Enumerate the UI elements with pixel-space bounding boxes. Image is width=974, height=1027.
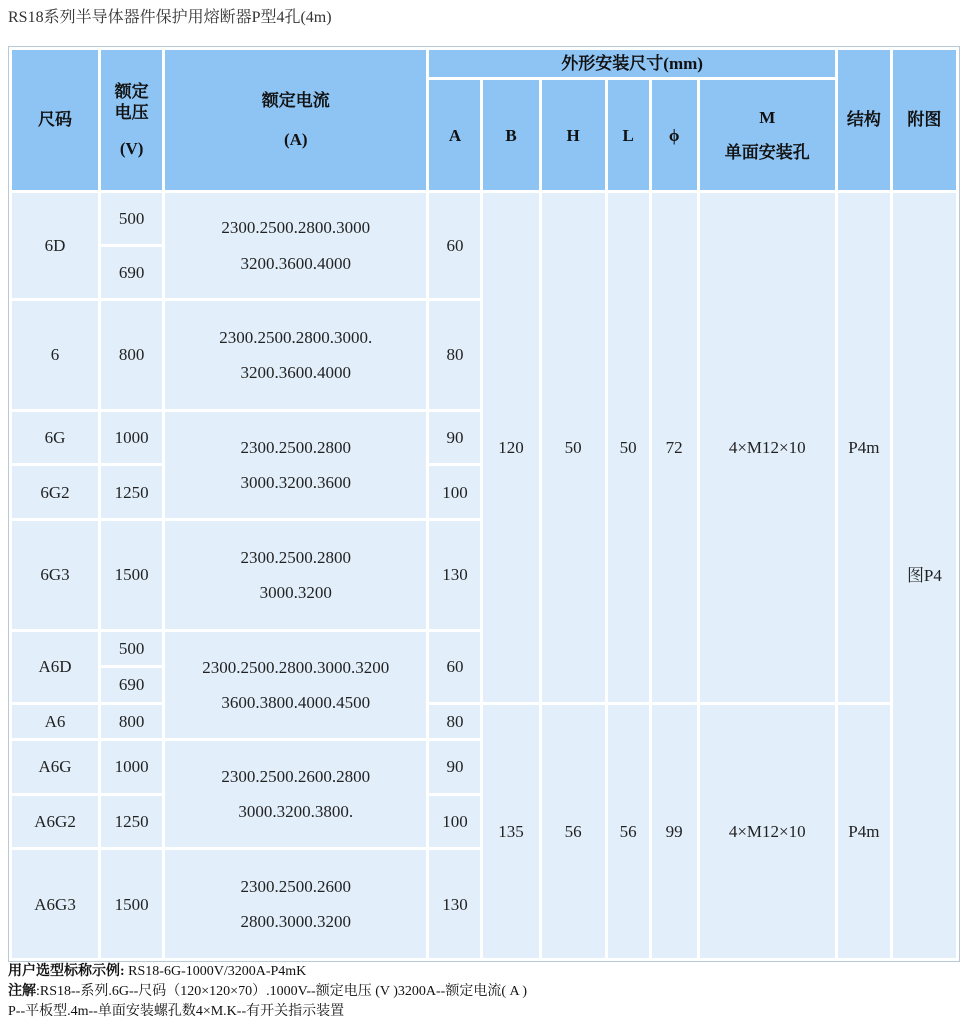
dim-a-a6g: 90 (429, 741, 480, 793)
voltage-6d-500: 500 (101, 193, 162, 244)
voltage-a6g: 1000 (101, 741, 162, 793)
header-structure: 结构 (838, 50, 890, 190)
current-a6g3: 2300.2500.2600 2800.3000.3200 (165, 850, 426, 958)
voltage-6: 800 (101, 301, 162, 408)
header-rated-voltage: 额定 电压 (V) (101, 50, 162, 190)
size-6g: 6G (12, 412, 98, 464)
header-dim-l: L (608, 80, 649, 190)
current-a6g: 2300.2500.2600.2800 3000.3200.3800. (165, 741, 426, 847)
header-dim-h: H (542, 80, 605, 190)
voltage-6g: 1000 (101, 412, 162, 464)
note-text-1: :RS18--系列.6G--尺码（120×120×70）.1000V--额定电压 (V )3200A--额定电流( A ) (36, 984, 527, 999)
example-value: RS18-6G-1000V/3200A-P4mK (124, 964, 307, 979)
current-6g3: 2300.2500.2800 3000.3200 (165, 521, 426, 628)
current-6g: 2300.2500.2800 3000.3200.3600 (165, 412, 426, 518)
footer-notes (8, 962, 527, 1022)
dim-m-group1: 4×M12×10 (700, 193, 835, 702)
current-6: 2300.2500.2800.3000. 3200.3600.4000 (165, 301, 426, 408)
dim-l-group1: 50 (608, 193, 649, 702)
dim-b-group2: 135 (483, 705, 538, 958)
size-6: 6 (12, 301, 98, 408)
size-a6d: A6D (12, 632, 98, 702)
voltage-a6d-500: 500 (101, 632, 162, 665)
dim-a-6g: 90 (429, 412, 480, 464)
size-a6g2: A6G2 (12, 796, 98, 848)
header-dim-m: M 单面安装孔 (700, 80, 835, 190)
dim-a-6: 80 (429, 301, 480, 408)
note-label: 注解 (8, 984, 36, 999)
dim-h-group1: 50 (542, 193, 605, 702)
header-dim-phi: ϕ (652, 80, 697, 190)
header-rated-current: 额定电流 (A) (165, 50, 426, 190)
size-6d: 6D (12, 193, 98, 298)
current-a6: 2300.2500.2800.3000.3200 3600.3800.4000.4500 (165, 632, 426, 738)
voltage-a6g3: 1500 (101, 850, 162, 958)
page-title: RS18系列半导体器件保护用熔断器P型4孔(4m) (8, 9, 332, 26)
size-a6g3: A6G3 (12, 850, 98, 958)
structure-group1: P4m (838, 193, 890, 702)
example-label: 用户选型标称示例: (8, 964, 125, 979)
dim-a-a6: 80 (429, 705, 480, 738)
dim-m-group2: 4×M12×10 (700, 705, 835, 958)
current-6d: 2300.2500.2800.3000 3200.3600.4000 (165, 193, 426, 298)
dim-a-6d: 60 (429, 193, 480, 298)
header-size-code: 尺码 (12, 50, 98, 190)
voltage-a6g2: 1250 (101, 796, 162, 848)
dim-phi-group1: 72 (652, 193, 697, 702)
dim-a-a6g2: 100 (429, 796, 480, 848)
dim-a-a6d: 60 (429, 632, 480, 702)
note-line-1 (8, 982, 527, 1002)
structure-group2: P4m (838, 705, 890, 958)
dim-l-group2: 56 (608, 705, 649, 958)
size-6g3: 6G3 (12, 521, 98, 628)
dim-b-group1: 120 (483, 193, 538, 702)
spec-table (8, 46, 960, 962)
voltage-6g3: 1500 (101, 521, 162, 628)
voltage-6d-690: 690 (101, 247, 162, 299)
voltage-a6: 800 (101, 705, 162, 738)
dim-a-6g3: 130 (429, 521, 480, 628)
figure-cell: 图P4 (893, 193, 956, 958)
dim-phi-group2: 99 (652, 705, 697, 958)
header-figure: 附图 (893, 50, 956, 190)
size-6g2: 6G2 (12, 466, 98, 518)
header-dim-a: A (429, 80, 480, 190)
dim-a-6g2: 100 (429, 466, 480, 518)
dim-h-group2: 56 (542, 705, 605, 958)
selection-example (8, 962, 527, 982)
voltage-a6d-690: 690 (101, 668, 162, 701)
header-dim-b: B (483, 80, 538, 190)
dim-a-a6g3: 130 (429, 850, 480, 958)
header-dimensions: 外形安装尺寸(mm) (429, 50, 834, 77)
voltage-6g2: 1250 (101, 466, 162, 518)
note-line-2: P--平板型.4m--单面安装螺孔数4×M.K--有开关指示装置 (8, 1004, 345, 1019)
size-a6: A6 (12, 705, 98, 738)
size-a6g: A6G (12, 741, 98, 793)
